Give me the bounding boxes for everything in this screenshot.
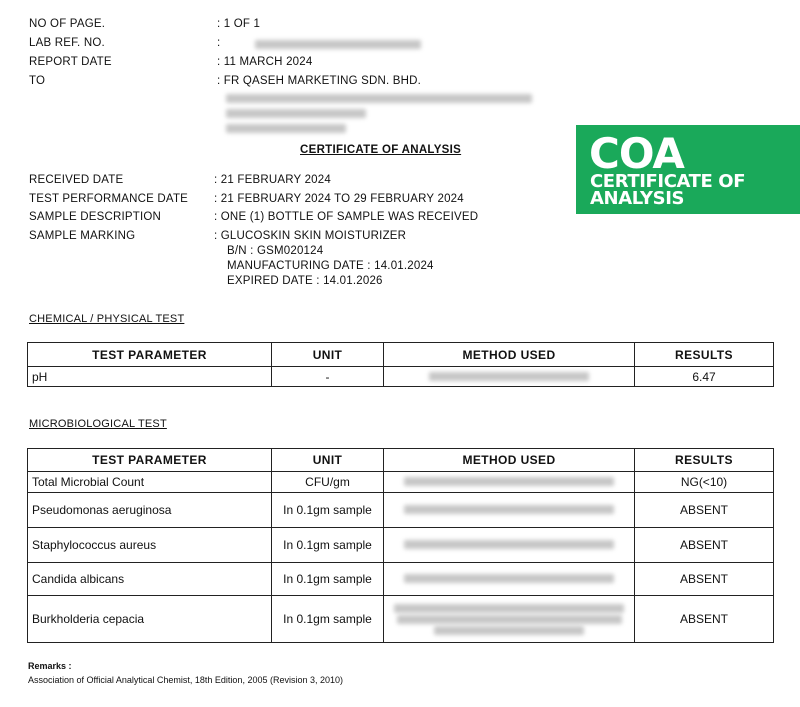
- table-row: [28, 493, 774, 528]
- unit-cell: In 0.1gm sample: [272, 528, 384, 563]
- table-row: [28, 472, 774, 493]
- param-cell: Staphylococcus aureus: [28, 528, 272, 563]
- unit-cell: CFU/gm: [272, 472, 384, 493]
- redacted-method: [404, 540, 614, 549]
- chemical-heading: CHEMICAL / PHYSICAL TEST: [29, 313, 185, 325]
- redacted-method: [434, 626, 584, 635]
- col-header: RESULTS: [635, 449, 774, 472]
- info-value: : 21 FEBRUARY 2024: [214, 174, 331, 186]
- param-cell: Pseudomonas aeruginosa: [28, 493, 272, 528]
- col-header: METHOD USED: [384, 449, 635, 472]
- document-title: CERTIFICATE OF ANALYSIS: [300, 144, 462, 156]
- header-value: :: [217, 37, 221, 49]
- param-cell: Total Microbial Count: [28, 472, 272, 493]
- micro-table: [27, 448, 774, 643]
- badge-title: COA: [589, 129, 684, 178]
- redacted-address-1: [226, 94, 532, 103]
- result-cell: 6.47: [635, 367, 774, 387]
- unit-cell: In 0.1gm sample: [272, 596, 384, 643]
- redacted-method: [429, 372, 589, 381]
- marking-exp-date: EXPIRED DATE : 14.01.2026: [227, 275, 383, 287]
- badge-line-2: ANALYSIS: [590, 188, 685, 209]
- result-cell: NG(<10): [635, 472, 774, 493]
- header-label: REPORT DATE: [29, 56, 112, 68]
- result-cell: ABSENT: [635, 493, 774, 528]
- redacted-block: [255, 40, 421, 49]
- col-header: UNIT: [272, 343, 384, 367]
- param-cell: pH: [28, 367, 272, 387]
- info-value: : 21 FEBRUARY 2024 TO 29 FEBRUARY 2024: [214, 193, 464, 205]
- table-row: [28, 596, 774, 643]
- header-label: LAB REF. NO.: [29, 37, 105, 49]
- badge-subtitle: [590, 173, 745, 207]
- result-cell: ABSENT: [635, 596, 774, 643]
- col-header: UNIT: [272, 449, 384, 472]
- redacted-method: [404, 505, 614, 514]
- redacted-address-3: [226, 124, 346, 133]
- method-cell: [384, 596, 635, 643]
- redacted-method: [394, 604, 624, 613]
- unit-cell: In 0.1gm sample: [272, 493, 384, 528]
- redacted-method: [404, 574, 614, 583]
- result-cell: ABSENT: [635, 563, 774, 596]
- method-cell: [384, 367, 635, 387]
- badge-line-1: CERTIFICATE OF: [590, 171, 746, 192]
- header-value: : 11 MARCH 2024: [217, 56, 313, 68]
- marking-mfg-date: MANUFACTURING DATE : 14.01.2024: [227, 260, 434, 272]
- table-row: [28, 563, 774, 596]
- unit-cell: -: [272, 367, 384, 387]
- info-label: SAMPLE DESCRIPTION: [29, 211, 162, 223]
- result-cell: ABSENT: [635, 528, 774, 563]
- header-value: : FR QASEH MARKETING SDN. BHD.: [217, 75, 422, 87]
- col-header: TEST PARAMETER: [28, 343, 272, 367]
- unit-cell: In 0.1gm sample: [272, 563, 384, 596]
- info-label: TEST PERFORMANCE DATE: [29, 193, 189, 205]
- remarks-heading: Remarks :: [28, 661, 72, 671]
- table-row: [28, 528, 774, 563]
- chemical-table: [27, 342, 774, 387]
- redacted-address-2: [226, 109, 366, 118]
- info-label: SAMPLE MARKING: [29, 230, 136, 242]
- header-label: NO OF PAGE.: [29, 18, 106, 30]
- method-cell: [384, 528, 635, 563]
- param-cell: Burkholderia cepacia: [28, 596, 272, 643]
- marking-batch: B/N : GSM020124: [227, 245, 324, 257]
- col-header: RESULTS: [635, 343, 774, 367]
- redacted-method: [404, 477, 614, 486]
- info-label: RECEIVED DATE: [29, 174, 124, 186]
- method-cell: [384, 563, 635, 596]
- micro-heading: MICROBIOLOGICAL TEST: [29, 418, 167, 430]
- coa-badge: [576, 125, 800, 214]
- info-value: : GLUCOSKIN SKIN MOISTURIZER: [214, 230, 407, 242]
- param-cell: Candida albicans: [28, 563, 272, 596]
- redacted-method: [397, 615, 622, 624]
- table-row: [28, 367, 774, 387]
- header-value: : 1 OF 1: [217, 18, 261, 30]
- remarks-text: Association of Official Analytical Chemist, 18th Edition, 2005 (Revision 3, 2010): [28, 675, 343, 685]
- info-value: : ONE (1) BOTTLE OF SAMPLE WAS RECEIVED: [214, 211, 479, 223]
- method-cell: [384, 472, 635, 493]
- table-header-row: [28, 343, 774, 367]
- col-header: METHOD USED: [384, 343, 635, 367]
- table-header-row: [28, 449, 774, 472]
- col-header: TEST PARAMETER: [28, 449, 272, 472]
- method-cell: [384, 493, 635, 528]
- header-label: TO: [29, 75, 46, 87]
